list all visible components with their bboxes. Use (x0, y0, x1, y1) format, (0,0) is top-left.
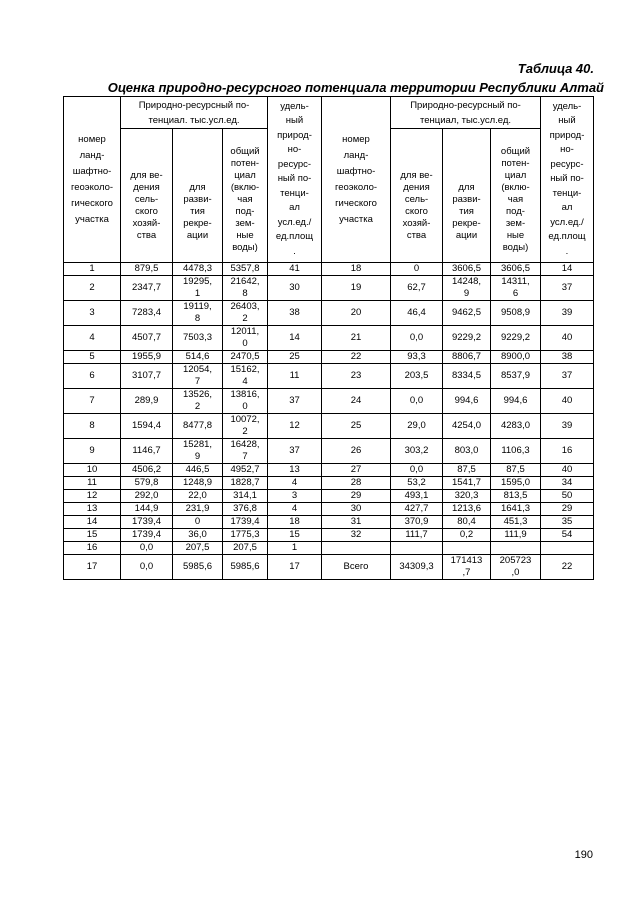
table-cell: 3107,7 (121, 364, 173, 389)
table-cell: 4507,7 (121, 326, 173, 351)
table-cell: 207,5 (173, 542, 223, 555)
table-cell: 17 (64, 555, 121, 580)
table-cell: 3 (64, 301, 121, 326)
table-cell: 813,5 (491, 490, 541, 503)
table-cell: 4478,3 (173, 263, 223, 276)
table-cell: Всего (322, 555, 391, 580)
header-total-2: общий потен- циал (вклю- чая под- зем- ные воды) (491, 129, 541, 263)
table-cell: 24 (322, 389, 391, 414)
table-cell: 12 (64, 490, 121, 503)
table-cell: 23 (322, 364, 391, 389)
table-row (64, 276, 594, 301)
table-cell: 994,6 (443, 389, 491, 414)
table-cell: 1641,3 (491, 503, 541, 516)
table-cell: 2347,7 (121, 276, 173, 301)
table-cell: 15 (64, 529, 121, 542)
table-cell: 11 (64, 477, 121, 490)
table-cell: 1775,3 (223, 529, 268, 542)
table-cell: 0,0 (391, 326, 443, 351)
table-cell: 40 (541, 326, 594, 351)
table-cell: 10072, 2 (223, 414, 268, 439)
table-cell: 7503,3 (173, 326, 223, 351)
table-cell: 5 (64, 351, 121, 364)
table-cell: 36,0 (173, 529, 223, 542)
table-cell: 0 (173, 516, 223, 529)
table-cell: 0,0 (121, 542, 173, 555)
table-cell: 22 (322, 351, 391, 364)
table-cell: 8 (64, 414, 121, 439)
table-cell: 446,5 (173, 464, 223, 477)
table-cell: 9462,5 (443, 301, 491, 326)
table-cell: 144,9 (121, 503, 173, 516)
table-cell: 4 (268, 503, 322, 516)
table-cell: 14 (541, 263, 594, 276)
table-row (64, 389, 594, 414)
table-row (64, 351, 594, 364)
table-cell: 19295, 1 (173, 276, 223, 301)
table-row (64, 516, 594, 529)
header-site-number-2: номер ланд- шафтно- геоэколо- гического участка (322, 97, 391, 263)
table-cell: 37 (541, 276, 594, 301)
table-cell: 13 (64, 503, 121, 516)
header-recreation-2: для разви- тия рекре- ации (443, 129, 491, 263)
header-specific-potential: удель- ный природ- но- ресурс- ный по- тенци- ал усл.ед./ ед.площ . (268, 97, 322, 263)
table-cell: 13526, 2 (173, 389, 223, 414)
table-cell: 16 (541, 439, 594, 464)
table-cell: 8334,5 (443, 364, 491, 389)
table-cell: 29 (541, 503, 594, 516)
table-cell: 1106,3 (491, 439, 541, 464)
table-cell: 39 (541, 301, 594, 326)
table-row (64, 326, 594, 351)
table-cell: 4952,7 (223, 464, 268, 477)
table-cell: 21642, 8 (223, 276, 268, 301)
table-cell: 8900,0 (491, 351, 541, 364)
table-cell: 303,2 (391, 439, 443, 464)
table-cell: 3 (268, 490, 322, 503)
table-cell: 0 (391, 263, 443, 276)
page-number: 190 (574, 849, 593, 861)
table-row (64, 542, 594, 555)
table-cell: 41 (268, 263, 322, 276)
table-cell (322, 542, 391, 555)
table-cell: 14 (268, 326, 322, 351)
table-cell: 26 (322, 439, 391, 464)
table-cell: 12054, 7 (173, 364, 223, 389)
table-cell: 4254,0 (443, 414, 491, 439)
table-cell: 8537,9 (491, 364, 541, 389)
table-cell: 514,6 (173, 351, 223, 364)
table-row (64, 364, 594, 389)
table-cell: 1 (268, 542, 322, 555)
table-cell: 1146,7 (121, 439, 173, 464)
table-row (64, 414, 594, 439)
table-cell: 4283,0 (491, 414, 541, 439)
table-cell: 231,9 (173, 503, 223, 516)
table-row (64, 464, 594, 477)
table-cell: 7 (64, 389, 121, 414)
table-title: Оценка природно-ресурсного потенциала территории Республики Алтай (107, 80, 604, 95)
header-potential-2: Природно-ресурсный по- тенциал, тыс.усл.ед. (391, 97, 541, 129)
table-cell: 20 (322, 301, 391, 326)
table-cell: 4 (64, 326, 121, 351)
table-cell: 37 (541, 364, 594, 389)
table-cell: 32 (322, 529, 391, 542)
table-cell: 80,4 (443, 516, 491, 529)
table-cell: 9229,2 (443, 326, 491, 351)
table-cell: 16428, 7 (223, 439, 268, 464)
table-cell: 427,7 (391, 503, 443, 516)
table-cell: 22,0 (173, 490, 223, 503)
table-cell: 4 (268, 477, 322, 490)
table-cell: 19119, 8 (173, 301, 223, 326)
header-agriculture-2: для ве- дения сель- ского хозяй- ства (391, 129, 443, 263)
table-cell: 9508,9 (491, 301, 541, 326)
table-row (64, 555, 594, 580)
table-row (64, 301, 594, 326)
table-cell: 15162, 4 (223, 364, 268, 389)
table-body (64, 263, 594, 580)
table-cell: 28 (322, 477, 391, 490)
table-cell: 37 (268, 389, 322, 414)
table-cell: 803,0 (443, 439, 491, 464)
table-cell: 207,5 (223, 542, 268, 555)
table-cell: 6 (64, 364, 121, 389)
table-cell: 38 (268, 301, 322, 326)
table-cell: 7283,4 (121, 301, 173, 326)
table-cell: 205723 ,0 (491, 555, 541, 580)
table-cell: 29 (322, 490, 391, 503)
table-cell: 29,0 (391, 414, 443, 439)
table-cell: 370,9 (391, 516, 443, 529)
header-specific-potential-2: удель- ный природ- но- ресурс- ный по- тенци- ал усл.ед./ ед.площ . (541, 97, 594, 263)
table-cell: 5985,6 (173, 555, 223, 580)
table-cell: 37 (268, 439, 322, 464)
table-cell: 39 (541, 414, 594, 439)
table-cell: 14 (64, 516, 121, 529)
table-cell: 19 (322, 276, 391, 301)
table-cell: 26403, 2 (223, 301, 268, 326)
table-cell: 994,6 (491, 389, 541, 414)
table-cell: 320,3 (443, 490, 491, 503)
table-cell: 1955,9 (121, 351, 173, 364)
table-cell: 17 (268, 555, 322, 580)
table-cell: 314,1 (223, 490, 268, 503)
table-cell: 14248, 9 (443, 276, 491, 301)
table-cell: 14311, 6 (491, 276, 541, 301)
table-cell: 15 (268, 529, 322, 542)
table-cell: 18 (322, 263, 391, 276)
table-cell: 1828,7 (223, 477, 268, 490)
table-cell: 111,7 (391, 529, 443, 542)
header-agriculture: для ве- дения сель- ского хозяй- ства (121, 129, 173, 263)
table-cell: 13 (268, 464, 322, 477)
table-cell: 879,5 (121, 263, 173, 276)
table-cell: 22 (541, 555, 594, 580)
table-cell: 30 (268, 276, 322, 301)
table-cell: 16 (64, 542, 121, 555)
table-cell: 3606,5 (443, 263, 491, 276)
table-cell: 0,2 (443, 529, 491, 542)
table-cell: 1541,7 (443, 477, 491, 490)
table-cell: 0,0 (121, 555, 173, 580)
table-cell: 0,0 (391, 464, 443, 477)
table-cell: 376,8 (223, 503, 268, 516)
table-cell: 46,4 (391, 301, 443, 326)
table-cell: 34 (541, 477, 594, 490)
table-cell: 27 (322, 464, 391, 477)
table-cell: 1594,4 (121, 414, 173, 439)
table-cell: 31 (322, 516, 391, 529)
table-cell: 15281, 9 (173, 439, 223, 464)
table-cell: 9229,2 (491, 326, 541, 351)
table-cell: 12011, 0 (223, 326, 268, 351)
table-cell: 87,5 (491, 464, 541, 477)
table-cell: 8806,7 (443, 351, 491, 364)
table-cell: 1 (64, 263, 121, 276)
table-cell: 292,0 (121, 490, 173, 503)
table-cell: 8477,8 (173, 414, 223, 439)
table-cell: 35 (541, 516, 594, 529)
header-site-number: номер ланд- шафтно- геоэколо- гического участка (64, 97, 121, 263)
table-cell: 62,7 (391, 276, 443, 301)
table-cell: 171413 ,7 (443, 555, 491, 580)
table-cell: 1739,4 (121, 516, 173, 529)
header-potential: Природно-ресурсный по- тенциал. тыс.усл.ед. (121, 97, 268, 129)
table-cell: 10 (64, 464, 121, 477)
table-cell: 50 (541, 490, 594, 503)
table-cell (491, 542, 541, 555)
table-cell: 4506,2 (121, 464, 173, 477)
table-cell: 0,0 (391, 389, 443, 414)
table-cell: 5357,8 (223, 263, 268, 276)
table-cell: 2470,5 (223, 351, 268, 364)
table-cell: 493,1 (391, 490, 443, 503)
table-cell: 5985,6 (223, 555, 268, 580)
header-recreation: для разви- тия рекре- ации (173, 129, 223, 263)
table-cell: 1248,9 (173, 477, 223, 490)
table-cell: 87,5 (443, 464, 491, 477)
table-cell: 18 (268, 516, 322, 529)
table-label: Таблица 40. (517, 61, 594, 76)
table-cell: 40 (541, 464, 594, 477)
table-cell: 1739,4 (121, 529, 173, 542)
table-cell (391, 542, 443, 555)
table-cell: 203,5 (391, 364, 443, 389)
table-cell: 451,3 (491, 516, 541, 529)
table-cell: 13816, 0 (223, 389, 268, 414)
resource-potential-table (63, 96, 594, 580)
table-cell (541, 542, 594, 555)
table-cell: 9 (64, 439, 121, 464)
table-row (64, 529, 594, 542)
table-cell: 30 (322, 503, 391, 516)
table-cell: 111,9 (491, 529, 541, 542)
table-cell: 25 (322, 414, 391, 439)
table-cell: 40 (541, 389, 594, 414)
table-cell: 11 (268, 364, 322, 389)
table-row (64, 490, 594, 503)
table-row (64, 439, 594, 464)
table-row (64, 477, 594, 490)
table-cell: 1739,4 (223, 516, 268, 529)
table-cell: 2 (64, 276, 121, 301)
table-cell (443, 542, 491, 555)
table-cell: 289,9 (121, 389, 173, 414)
table-cell: 54 (541, 529, 594, 542)
table-cell: 12 (268, 414, 322, 439)
table-cell: 25 (268, 351, 322, 364)
table-cell: 21 (322, 326, 391, 351)
table-row (64, 263, 594, 276)
table-cell: 53,2 (391, 477, 443, 490)
table-cell: 1595,0 (491, 477, 541, 490)
table-cell: 1213,6 (443, 503, 491, 516)
table-cell: 579,8 (121, 477, 173, 490)
table-cell: 3606,5 (491, 263, 541, 276)
table-cell: 93,3 (391, 351, 443, 364)
table-cell: 34309,3 (391, 555, 443, 580)
table-cell: 38 (541, 351, 594, 364)
table-row (64, 503, 594, 516)
header-total: общий потен- циал (вклю- чая под- зем- ные воды) (223, 129, 268, 263)
